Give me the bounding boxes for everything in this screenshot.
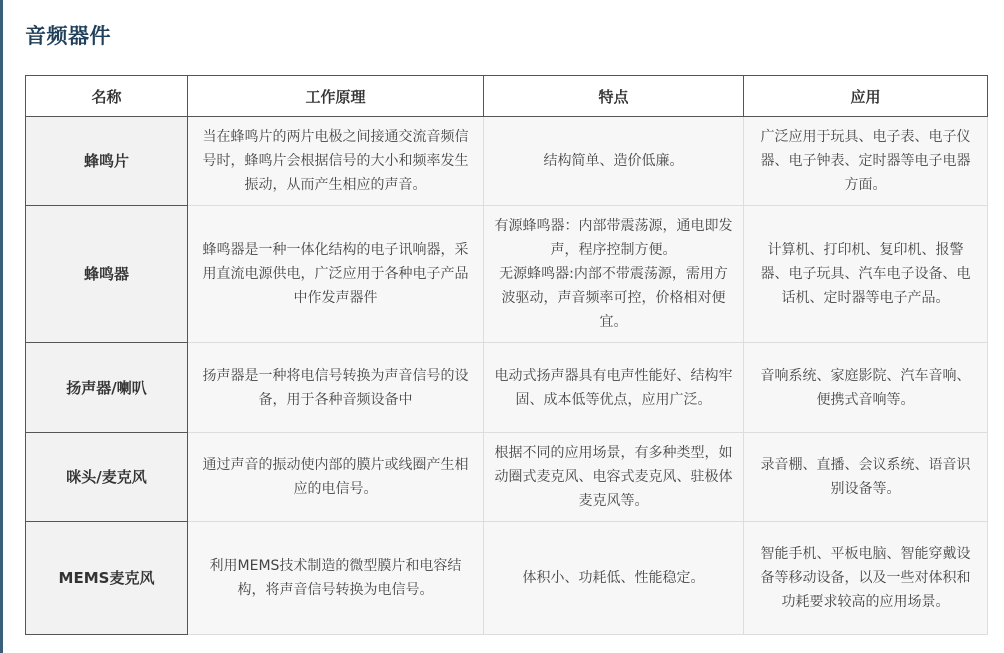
row-features [484,522,744,635]
row-application: 录音棚、直播、会议系统、语音识别设备等。 [744,433,988,522]
table-row [26,206,988,343]
row-principle: 通过声音的振动使内部的膜片或线圈产生相应的电信号。 [188,433,484,522]
component-table [25,75,988,635]
header-name: 名称 [26,76,188,117]
feature-text: 根据不同的应用场景，有多种类型，如动圈式麦克风、电容式麦克风、驻极体麦克风等。 [494,445,733,509]
row-features [484,343,744,433]
table-row [26,343,988,433]
row-application: 广泛应用于玩具、电子表、电子仪器、电子钟表、定时器等电子电器方面。 [744,117,988,206]
table-row [26,522,988,635]
header-features: 特点 [484,76,744,117]
row-principle: 蜂鸣器是一种一体化结构的电子讯响器，采用直流电源供电，广泛应用于各种电子产品中作发声器件 [188,206,484,343]
header-application: 应用 [744,76,988,117]
row-features [484,117,744,206]
row-principle: 当在蜂鸣片的两片电极之间接通交流音频信号时，蜂鸣片会根据信号的大小和频率发生振动，从而产生相应的声音。 [188,117,484,206]
feature-text: 结构简单、造价低廉。 [543,153,684,169]
row-principle: 扬声器是一种将电信号转换为声音信号的设备，用于各种音频设备中 [188,343,484,433]
left-edge-bar [0,0,3,653]
row-principle: 利用MEMS技术制造的微型膜片和电容结构，将声音信号转换为电信号。 [188,522,484,635]
feature-text: 有源蜂鸣器：内部带震荡源，通电即发声，程序控制方便。 [494,218,733,258]
feature-text: 电动式扬声器具有电声性能好、结构牢固、成本低等优点，应用广泛。 [494,367,733,408]
row-application: 智能手机、平板电脑、智能穿戴设备等移动设备，以及一些对体积和功耗要求较高的应用场景。 [744,522,988,635]
row-name: 蜂鸣器 [26,206,188,343]
feature-text: 体积小、功耗低、性能稳定。 [522,570,705,586]
row-application: 计算机、打印机、复印机、报警器、电子玩具、汽车电子设备、电话机、定时器等电子产品。 [744,206,988,343]
row-application: 音响系统、家庭影院、汽车音响、便携式音响等。 [744,343,988,433]
row-name: 扬声器/喇叭 [26,343,188,433]
row-features [484,206,744,343]
table-row [26,117,988,206]
row-name: MEMS麦克风 [26,522,188,635]
feature-text: 无源蜂鸣器:内部不带震荡源，需用方波驱动，声音频率可控，价格相对便宜。 [499,266,728,330]
table-row [26,433,988,522]
table-header-row [26,76,988,117]
row-name: 咪头/麦克风 [26,433,188,522]
header-principle: 工作原理 [188,76,484,117]
page-title: 音频器件 [25,24,111,48]
row-name: 蜂鸣片 [26,117,188,206]
row-features [484,433,744,522]
